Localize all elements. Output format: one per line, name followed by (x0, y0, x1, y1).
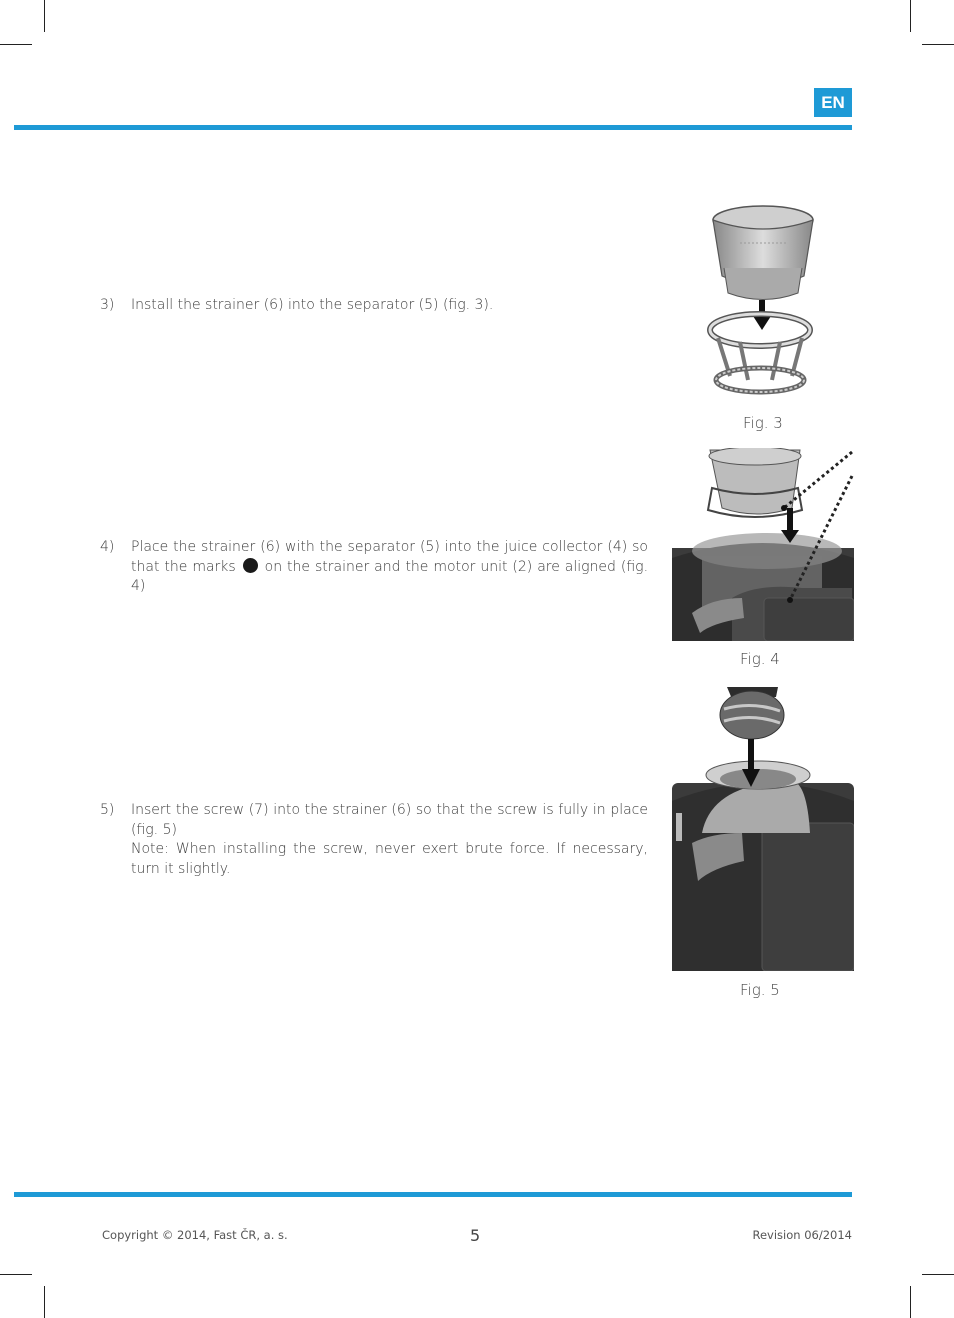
step-text: Install the strainer (6) into the separator (5) (fig. 3). (131, 297, 494, 313)
crop-mark (0, 44, 32, 45)
page-number: 5 (470, 1226, 481, 1245)
step-4 (100, 538, 648, 597)
step-text-after: on the strainer and the motor unit (2) are aligned (fig. 4) (131, 558, 649, 594)
step-text-before: Place the strainer (6) with the separator (5) into the juice collector (4) so that the marks (131, 539, 648, 575)
step-note: Note: When installing the screw, never exert brute force. If necessary, turn it slightly. (131, 841, 648, 877)
alignment-mark-icon (243, 558, 258, 573)
crop-mark (922, 1274, 954, 1275)
step-text: Insert the screw (7) into the strainer (6) so that the screw is fully in place (fig. 5) (131, 802, 648, 838)
step-number: 5) (100, 802, 115, 818)
crop-mark (44, 1286, 45, 1318)
revision: Revision 06/2014 (752, 1228, 852, 1242)
crop-mark (0, 1274, 32, 1275)
strainer-into-separator-icon (700, 198, 820, 403)
crop-mark (910, 0, 911, 32)
step-5 (100, 801, 648, 879)
step-text (131, 538, 648, 597)
figure-caption: Fig. 5 (740, 981, 780, 999)
crop-mark (44, 0, 45, 32)
screw-into-strainer-icon (672, 683, 854, 971)
language-badge: EN (814, 88, 852, 117)
figure-caption: Fig. 4 (740, 650, 780, 668)
crop-mark (910, 1286, 911, 1318)
footer-rule (14, 1192, 852, 1197)
step-number: 4) (100, 539, 115, 555)
figure-caption: Fig. 3 (743, 414, 783, 432)
crop-mark (922, 44, 954, 45)
strainer-into-juicer-icon (672, 448, 854, 641)
step-3 (100, 296, 648, 316)
step-number: 3) (100, 297, 115, 313)
header-rule (14, 125, 852, 130)
copyright: Copyright © 2014, Fast ČR, a. s. (102, 1228, 288, 1242)
